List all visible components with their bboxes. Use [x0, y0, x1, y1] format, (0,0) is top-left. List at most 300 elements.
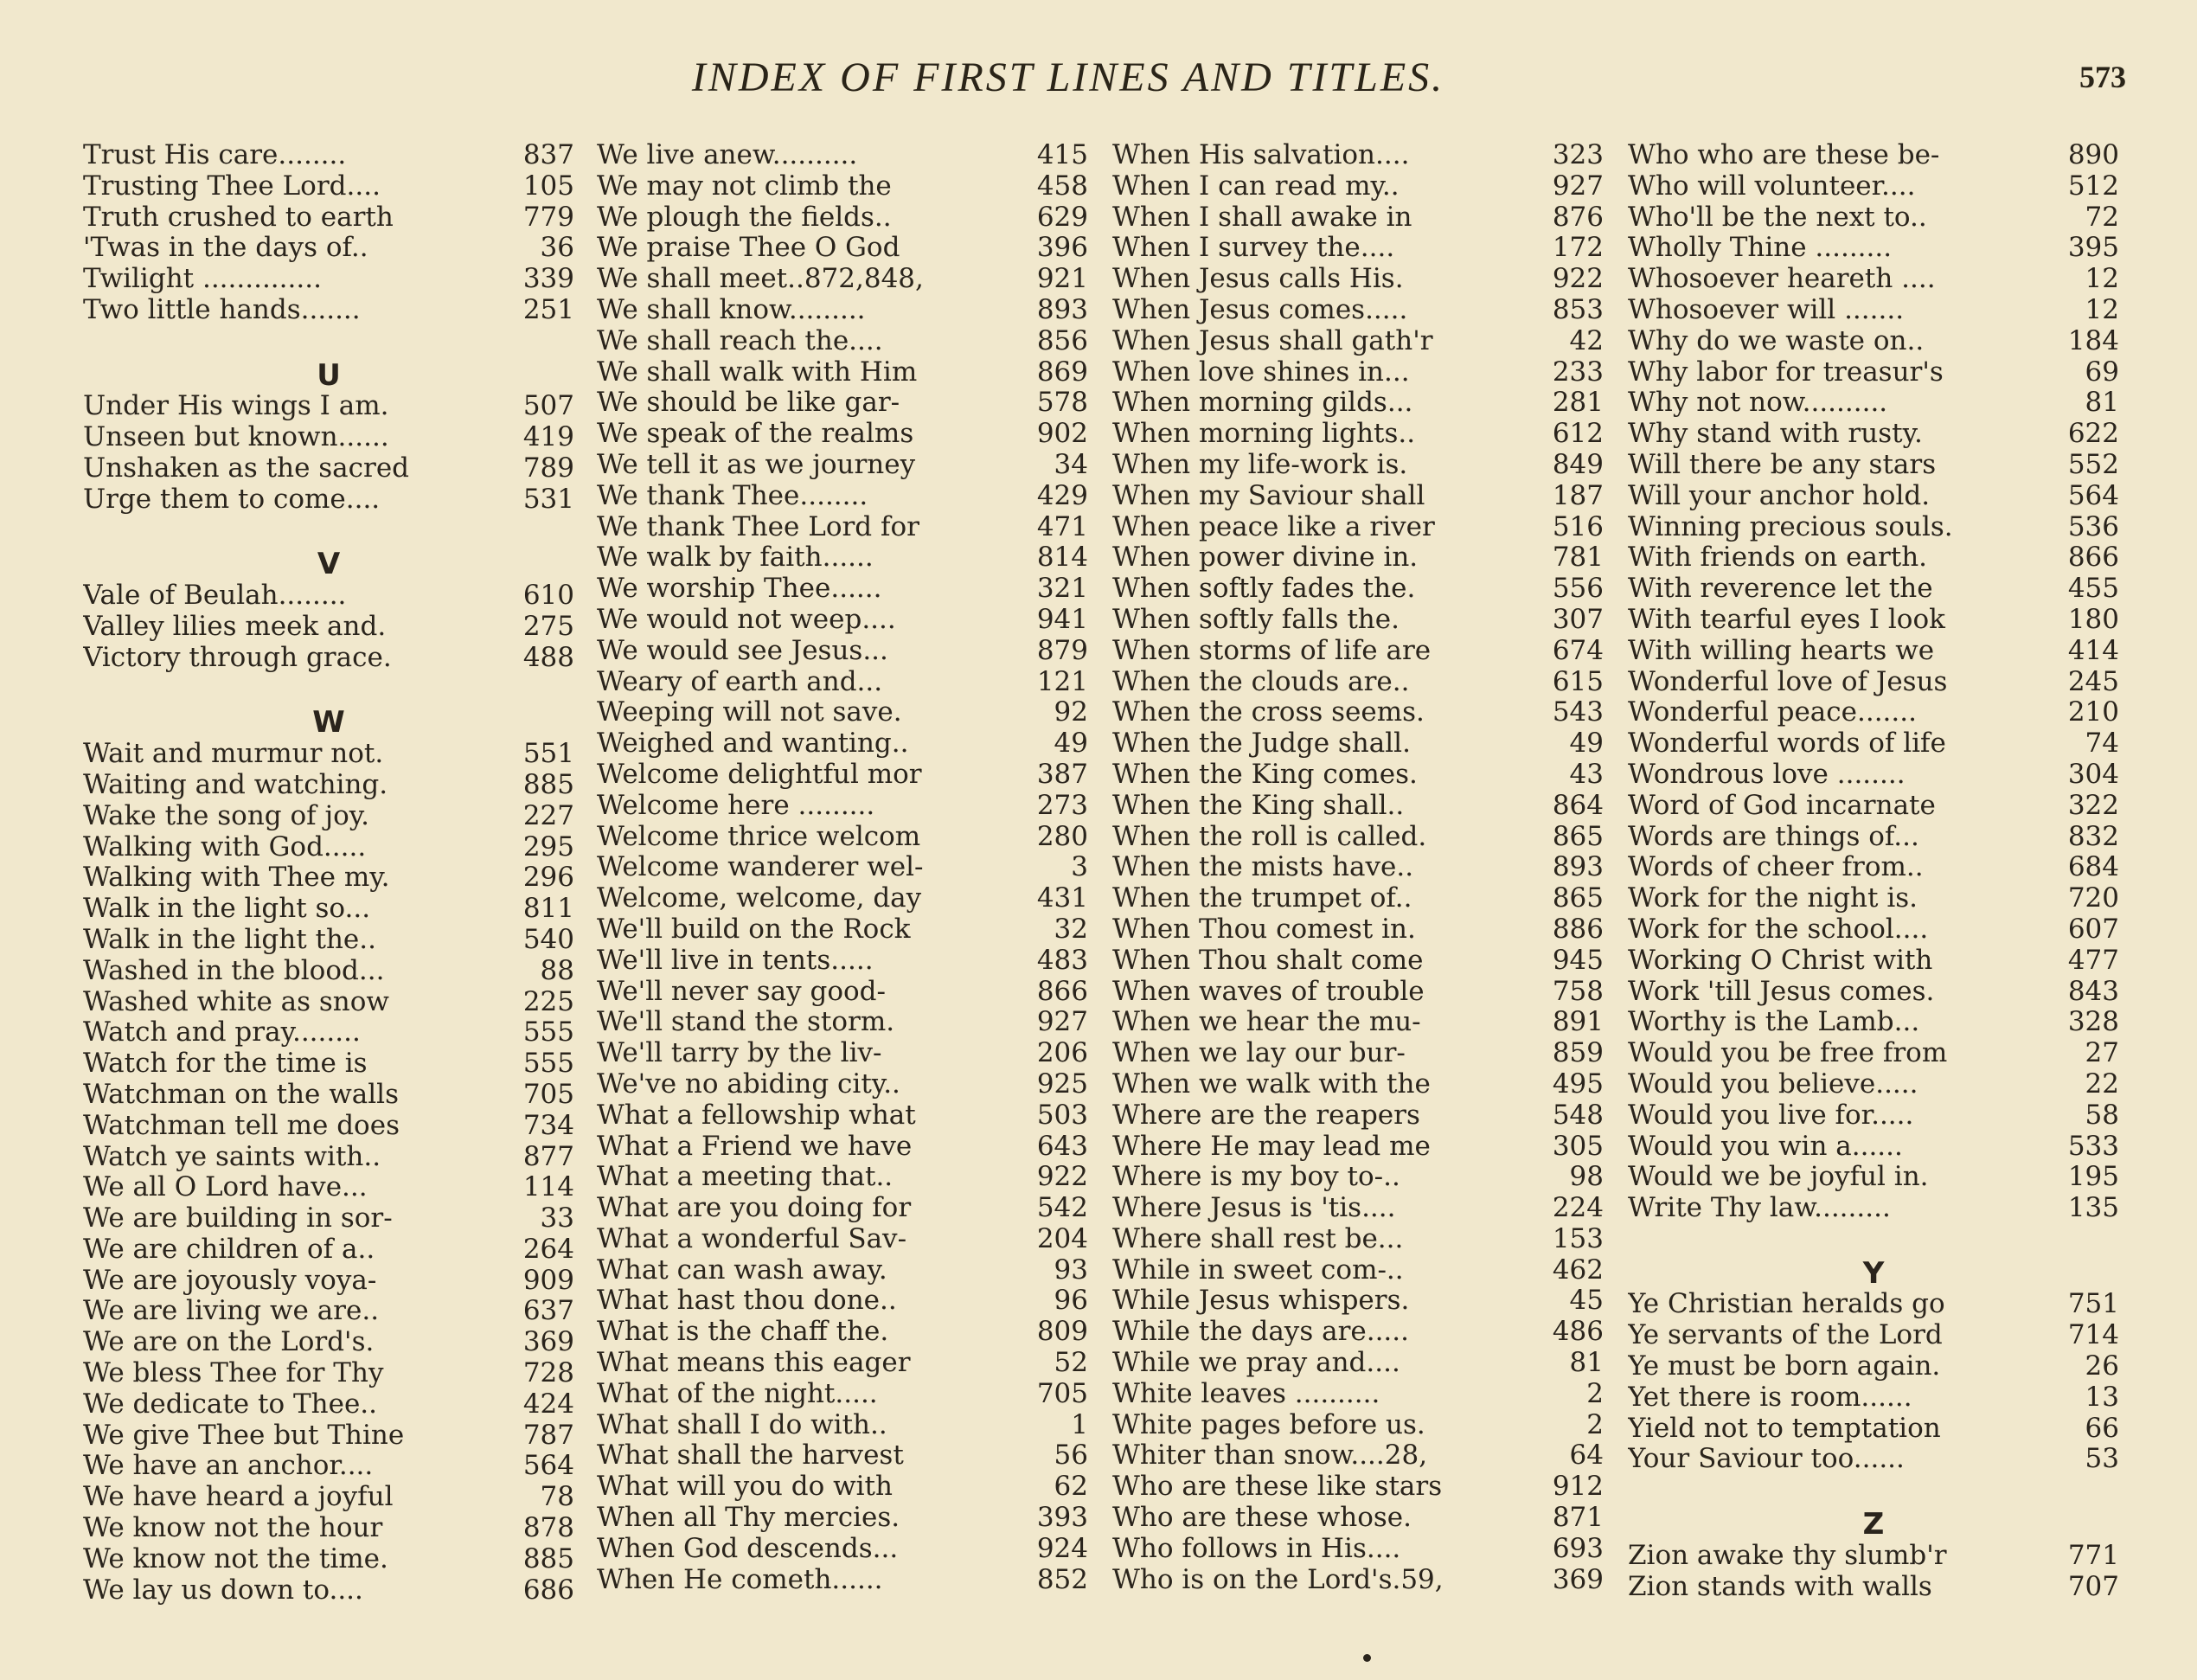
- index-entry: [83, 1266, 574, 1297]
- entry-first-line: We shall walk with Him: [597, 356, 918, 388]
- index-entry: [1628, 1444, 2119, 1475]
- entry-first-line: When softly fades the.: [1112, 574, 1416, 605]
- entry-first-line: Whosoever heareth ....: [1628, 264, 1936, 295]
- entry-first-line: We tell it as we journey: [597, 449, 916, 480]
- index-entry: [597, 1069, 1088, 1100]
- index-entry: [1112, 481, 1604, 512]
- index-entry: [1112, 1472, 1604, 1503]
- entry-hymn-number: 305: [1552, 1131, 1604, 1162]
- entry-hymn-number: 809: [1036, 1317, 1088, 1348]
- index-column-3: [1112, 140, 1604, 1595]
- entry-hymn-number: 921: [1036, 264, 1088, 295]
- entry-first-line: When I shall awake in: [1112, 202, 1412, 233]
- index-entry: [1628, 791, 2119, 822]
- index-entry: [1112, 295, 1604, 326]
- entry-hymn-number: 707: [2067, 1571, 2119, 1602]
- entry-first-line: Wonderful peace.......: [1628, 697, 1917, 728]
- index-entry: [1628, 1541, 2119, 1572]
- index-entry: [597, 512, 1088, 543]
- entry-hymn-number: 728: [522, 1358, 574, 1389]
- index-entry: [1628, 697, 2119, 728]
- entry-hymn-number: 275: [522, 611, 574, 642]
- entry-first-line: When He cometh......: [597, 1564, 883, 1595]
- entry-hymn-number: 195: [2067, 1162, 2119, 1193]
- entry-first-line: When morning lights..: [1112, 419, 1416, 450]
- entry-hymn-number: 720: [2067, 883, 2119, 914]
- entry-first-line: When we lay our bur-: [1112, 1038, 1406, 1069]
- entry-hymn-number: 891: [1552, 1007, 1604, 1038]
- index-entry: [83, 580, 574, 612]
- index-entry: [1112, 1317, 1604, 1348]
- entry-hymn-number: 865: [1552, 883, 1604, 914]
- entry-hymn-number: 49: [1054, 728, 1088, 760]
- index-entry: [1628, 481, 2119, 512]
- index-entry: [1112, 264, 1604, 295]
- entry-first-line: We shall reach the....: [597, 325, 883, 356]
- index-entry: [597, 264, 1088, 295]
- section-letter: V: [317, 547, 341, 581]
- entry-first-line: We are on the Lord's.: [83, 1327, 375, 1358]
- entry-hymn-number: 909: [522, 1265, 574, 1296]
- entry-first-line: Walk in the light the..: [83, 924, 376, 955]
- entry-hymn-number: 811: [522, 894, 574, 925]
- entry-hymn-number: 295: [522, 831, 574, 862]
- entry-first-line: Watch ye saints with..: [83, 1141, 381, 1172]
- index-entry: [597, 1132, 1088, 1163]
- entry-first-line: Would you win a......: [1628, 1131, 1903, 1162]
- entry-hymn-number: 643: [1036, 1131, 1088, 1162]
- entry-hymn-number: 395: [2067, 233, 2119, 264]
- index-entry: [1628, 1007, 2119, 1038]
- index-entry: [83, 832, 574, 863]
- entry-hymn-number: 612: [1552, 419, 1604, 450]
- index-entry: [83, 233, 574, 264]
- entry-first-line: We'll live in tents.....: [597, 945, 874, 976]
- entry-first-line: When peace like a river: [1112, 511, 1435, 542]
- index-entry: [1628, 1414, 2119, 1445]
- entry-hymn-number: 912: [1552, 1472, 1604, 1503]
- index-entry: [83, 1048, 574, 1080]
- entry-first-line: Work 'till Jesus comes.: [1628, 976, 1935, 1007]
- entry-hymn-number: 429: [1036, 480, 1088, 511]
- entry-hymn-number: 758: [1552, 976, 1604, 1007]
- entry-hymn-number: 488: [522, 642, 574, 673]
- entry-first-line: Under His wings I am.: [83, 391, 389, 422]
- entry-hymn-number: 503: [1036, 1100, 1088, 1131]
- entry-hymn-number: 251: [522, 294, 574, 325]
- entry-first-line: With reverence let the: [1628, 574, 1933, 605]
- index-entry: [1112, 450, 1604, 481]
- index-entry: [1112, 542, 1604, 574]
- index-entry: [1112, 977, 1604, 1008]
- index-entry: [83, 1358, 574, 1389]
- entry-hymn-number: 1: [1071, 1409, 1088, 1440]
- entry-first-line: Trust His care........: [83, 140, 347, 170]
- entry-first-line: When Jesus calls His.: [1112, 264, 1404, 295]
- index-entry: [597, 728, 1088, 760]
- entry-first-line: Welcome wanderer wel-: [597, 852, 924, 883]
- entry-first-line: Who who are these be-: [1628, 140, 1940, 170]
- entry-first-line: Where Jesus is 'tis....: [1112, 1193, 1396, 1224]
- entry-first-line: We would not weep....: [597, 604, 896, 635]
- entry-first-line: While Jesus whispers.: [1112, 1286, 1410, 1317]
- entry-first-line: Twilight ..............: [83, 264, 322, 295]
- index-entry: [597, 388, 1088, 419]
- entry-first-line: Why stand with rusty.: [1628, 419, 1923, 450]
- entry-hymn-number: 98: [1569, 1162, 1604, 1193]
- index-entry: [83, 1203, 574, 1234]
- index-entry: [83, 202, 574, 234]
- index-entry: [83, 1513, 574, 1544]
- entry-first-line: We live anew..........: [597, 140, 858, 170]
- entry-first-line: Will there be any stars: [1628, 449, 1937, 480]
- entry-first-line: Truth crushed to earth: [83, 202, 394, 233]
- entry-first-line: While in sweet com-..: [1112, 1254, 1404, 1286]
- index-entry: [597, 946, 1088, 977]
- entry-first-line: When waves of trouble: [1112, 976, 1425, 1007]
- index-entry: [83, 987, 574, 1018]
- entry-hymn-number: 531: [522, 484, 574, 515]
- entry-first-line: When all Thy mercies.: [597, 1503, 900, 1534]
- index-entry: [83, 1017, 574, 1048]
- entry-first-line: What are you doing for: [597, 1193, 912, 1224]
- entry-hymn-number: 74: [2085, 728, 2119, 760]
- entry-hymn-number: 322: [2067, 790, 2119, 821]
- entry-hymn-number: 328: [2067, 1007, 2119, 1038]
- entry-hymn-number: 781: [1552, 542, 1604, 574]
- section-letter: W: [312, 705, 345, 740]
- index-entry: [83, 484, 574, 516]
- entry-hymn-number: 321: [1036, 574, 1088, 605]
- entry-first-line: Where He may lead me: [1112, 1131, 1431, 1162]
- entry-first-line: We'll tarry by the liv-: [597, 1038, 882, 1069]
- entry-hymn-number: 88: [540, 955, 574, 986]
- index-entry: [1628, 1162, 2119, 1193]
- entry-first-line: When the clouds are..: [1112, 666, 1410, 697]
- index-entry: [597, 1317, 1088, 1348]
- entry-hymn-number: 42: [1569, 325, 1604, 356]
- entry-hymn-number: 81: [2085, 388, 2119, 419]
- index-entry: [597, 852, 1088, 883]
- index-entry: [83, 1451, 574, 1482]
- index-entry: [1112, 1348, 1604, 1379]
- entry-hymn-number: 837: [522, 140, 574, 170]
- entry-first-line: Winning precious souls.: [1628, 511, 1953, 542]
- entry-hymn-number: 853: [1552, 294, 1604, 325]
- entry-first-line: When storms of life are: [1112, 635, 1432, 666]
- entry-hymn-number: 26: [2085, 1351, 2119, 1382]
- index-entry: [83, 1482, 574, 1513]
- index-entry: [83, 171, 574, 202]
- index-entry: [1628, 1132, 2119, 1163]
- entry-hymn-number: 12: [2085, 294, 2119, 325]
- index-entry: [1628, 1382, 2119, 1414]
- index-entry: [83, 801, 574, 832]
- entry-hymn-number: 555: [522, 1017, 574, 1048]
- entry-first-line: Where is my boy to-..: [1112, 1162, 1400, 1193]
- entry-first-line: We thank Thee Lord for: [597, 511, 919, 542]
- entry-first-line: We thank Thee........: [597, 480, 868, 511]
- entry-hymn-number: 2: [1586, 1378, 1604, 1409]
- entry-hymn-number: 206: [1036, 1038, 1088, 1069]
- entry-hymn-number: 878: [522, 1513, 574, 1544]
- entry-hymn-number: 610: [522, 580, 574, 612]
- index-entry: [83, 1327, 574, 1358]
- entry-hymn-number: 180: [2067, 604, 2119, 635]
- entry-hymn-number: 941: [1036, 604, 1088, 635]
- index-entry: [1628, 388, 2119, 419]
- entry-hymn-number: 876: [1552, 202, 1604, 233]
- entry-hymn-number: 396: [1036, 233, 1088, 264]
- index-entry: [1112, 946, 1604, 977]
- index-entry: [597, 883, 1088, 914]
- entry-first-line: Words are things of...: [1628, 821, 1919, 852]
- index-entry: [1628, 760, 2119, 791]
- entry-hymn-number: 69: [2085, 356, 2119, 388]
- entry-hymn-number: 615: [1552, 666, 1604, 697]
- entry-hymn-number: 543: [1552, 697, 1604, 728]
- entry-first-line: Yet there is room......: [1628, 1382, 1912, 1413]
- index-entry: [1112, 1286, 1604, 1317]
- entry-hymn-number: 552: [2067, 449, 2119, 480]
- index-entry: [83, 956, 574, 987]
- entry-hymn-number: 78: [540, 1482, 574, 1513]
- index-entry: [1112, 914, 1604, 946]
- entry-hymn-number: 843: [2067, 976, 2119, 1007]
- entry-first-line: What shall the harvest: [597, 1440, 904, 1472]
- entry-hymn-number: 787: [522, 1420, 574, 1451]
- entry-first-line: Where are the reapers: [1112, 1100, 1420, 1131]
- index-entry: [1112, 760, 1604, 791]
- entry-hymn-number: 486: [1552, 1317, 1604, 1348]
- entry-hymn-number: 245: [2067, 666, 2119, 697]
- entry-first-line: When we walk with the: [1112, 1068, 1431, 1100]
- index-entry: [83, 264, 574, 295]
- index-entry: [1112, 233, 1604, 264]
- index-entry: [83, 295, 574, 326]
- entry-hymn-number: 637: [522, 1296, 574, 1327]
- entry-hymn-number: 52: [1054, 1348, 1088, 1379]
- entry-first-line: Wake the song of joy.: [83, 800, 370, 831]
- entry-hymn-number: 705: [1036, 1378, 1088, 1409]
- entry-first-line: Zion awake thy slumb'r: [1628, 1540, 1947, 1571]
- entry-hymn-number: 865: [1552, 821, 1604, 852]
- entry-hymn-number: 210: [2067, 697, 2119, 728]
- entry-first-line: When the trumpet of..: [1112, 883, 1412, 914]
- blank-line: [1628, 1224, 2119, 1255]
- entry-hymn-number: 507: [522, 391, 574, 422]
- index-entry: [83, 1172, 574, 1203]
- index-entry: [1628, 1320, 2119, 1351]
- index-entry: [1628, 728, 2119, 760]
- entry-hymn-number: 866: [1036, 976, 1088, 1007]
- entry-first-line: Word of God incarnate: [1628, 790, 1936, 821]
- entry-hymn-number: 273: [1036, 790, 1088, 821]
- entry-hymn-number: 264: [522, 1234, 574, 1265]
- index-entry: [597, 574, 1088, 605]
- index-entry: [597, 1286, 1088, 1317]
- entry-hymn-number: 859: [1552, 1038, 1604, 1069]
- index-entry: [597, 605, 1088, 636]
- entry-hymn-number: 369: [522, 1327, 574, 1358]
- entry-first-line: Who will volunteer....: [1628, 170, 1916, 202]
- entry-hymn-number: 864: [1552, 790, 1604, 821]
- entry-hymn-number: 945: [1552, 945, 1604, 976]
- index-entry: [1112, 1069, 1604, 1100]
- index-entry: [597, 481, 1088, 512]
- entry-hymn-number: 462: [1552, 1254, 1604, 1286]
- index-entry: [597, 1440, 1088, 1472]
- index-entry: [83, 739, 574, 770]
- index-column-4: [1628, 140, 2119, 1602]
- entry-first-line: Vale of Beulah........: [83, 580, 347, 612]
- entry-first-line: Working O Christ with: [1628, 945, 1933, 976]
- index-entry: [1112, 852, 1604, 883]
- entry-hymn-number: 734: [522, 1110, 574, 1141]
- entry-hymn-number: 540: [522, 924, 574, 955]
- entry-hymn-number: 13: [2085, 1382, 2119, 1413]
- entry-hymn-number: 34: [1054, 449, 1088, 480]
- entry-hymn-number: 927: [1552, 170, 1604, 202]
- index-entry: [1628, 357, 2119, 388]
- entry-first-line: Whiter than snow....28,: [1112, 1440, 1428, 1472]
- entry-hymn-number: 471: [1036, 511, 1088, 542]
- entry-first-line: While the days are.....: [1112, 1317, 1409, 1348]
- entry-first-line: Why do we waste on..: [1628, 325, 1925, 356]
- blank-line: [1628, 1475, 2119, 1506]
- entry-hymn-number: 869: [1036, 356, 1088, 388]
- blank-line: [83, 326, 574, 357]
- entry-hymn-number: 877: [522, 1141, 574, 1172]
- entry-first-line: What will you do with: [597, 1472, 893, 1503]
- index-entry: [1628, 202, 2119, 234]
- index-entry: [83, 391, 574, 422]
- index-entry: [83, 894, 574, 925]
- entry-hymn-number: 3: [1071, 852, 1088, 883]
- entry-hymn-number: 814: [1036, 542, 1088, 574]
- entry-hymn-number: 684: [2067, 852, 2119, 883]
- index-entry: [1112, 419, 1604, 450]
- entry-first-line: We are building in sor-: [83, 1203, 393, 1234]
- index-entry: [597, 171, 1088, 202]
- index-entry: [1112, 574, 1604, 605]
- index-entry: [1628, 883, 2119, 914]
- entry-first-line: When the Judge shall.: [1112, 728, 1411, 760]
- index-entry: [1628, 295, 2119, 326]
- section-letter: U: [317, 357, 341, 392]
- index-entry: [597, 1007, 1088, 1038]
- entry-first-line: Words of cheer from..: [1628, 852, 1924, 883]
- index-entry: [597, 1379, 1088, 1410]
- entry-hymn-number: 96: [1054, 1286, 1088, 1317]
- index-entry: [1628, 450, 2119, 481]
- entry-first-line: Ye Christian heralds go: [1628, 1289, 1945, 1320]
- index-entry: [1112, 667, 1604, 698]
- entry-first-line: Walking with God.....: [83, 831, 367, 862]
- index-entry: [597, 419, 1088, 450]
- entry-hymn-number: 27: [2085, 1038, 2119, 1069]
- entry-hymn-number: 789: [522, 452, 574, 484]
- index-entry: [1112, 728, 1604, 760]
- index-entry: [1628, 914, 2119, 946]
- entry-first-line: Why not now..........: [1628, 388, 1888, 419]
- entry-first-line: We all O Lord have...: [83, 1172, 368, 1203]
- entry-hymn-number: 879: [1036, 635, 1088, 666]
- entry-hymn-number: 832: [2067, 821, 2119, 852]
- entry-first-line: Who are these whose.: [1112, 1503, 1412, 1534]
- entry-first-line: With willing hearts we: [1628, 635, 1935, 666]
- index-entry: [83, 612, 574, 643]
- entry-first-line: 'Twas in the days of..: [83, 233, 368, 264]
- entry-hymn-number: 307: [1552, 604, 1604, 635]
- index-entry: [83, 140, 574, 171]
- entry-first-line: We'll build on the Rock: [597, 914, 911, 945]
- entry-first-line: We should be like gar-: [597, 388, 900, 419]
- index-entry: [597, 233, 1088, 264]
- entry-first-line: With tearful eyes I look: [1628, 604, 1945, 635]
- entry-hymn-number: 751: [2067, 1289, 2119, 1320]
- entry-hymn-number: 483: [1036, 945, 1088, 976]
- index-entry: [83, 862, 574, 894]
- entry-first-line: When Jesus shall gath'r: [1112, 325, 1433, 356]
- index-entry: [1628, 171, 2119, 202]
- entry-first-line: Yield not to temptation: [1628, 1413, 1941, 1444]
- entry-hymn-number: 105: [522, 170, 574, 202]
- index-entry: [597, 357, 1088, 388]
- index-entry: [1628, 1572, 2119, 1603]
- index-entry: [1112, 1379, 1604, 1410]
- entry-hymn-number: 622: [2067, 419, 2119, 450]
- index-entry: [1112, 1100, 1604, 1132]
- index-entry: [597, 202, 1088, 234]
- entry-first-line: Washed in the blood...: [83, 955, 385, 986]
- entry-first-line: Worthy is the Lamb...: [1628, 1007, 1920, 1038]
- entry-hymn-number: 542: [1036, 1193, 1088, 1224]
- entry-hymn-number: 114: [522, 1172, 574, 1203]
- index-entry: [83, 1296, 574, 1327]
- entry-first-line: We bless Thee for Thy: [83, 1358, 384, 1389]
- index-entry: [1112, 1410, 1604, 1441]
- entry-first-line: We are living we are..: [83, 1296, 380, 1327]
- index-entry: [1628, 822, 2119, 853]
- entry-hymn-number: 564: [2067, 480, 2119, 511]
- entry-hymn-number: 81: [1569, 1348, 1604, 1379]
- index-entry: [83, 453, 574, 484]
- entry-hymn-number: 893: [1552, 852, 1604, 883]
- entry-first-line: We've no abiding city..: [597, 1068, 900, 1100]
- index-entry: [1112, 1007, 1604, 1038]
- entry-first-line: Ye must be born again.: [1628, 1351, 1941, 1382]
- entry-first-line: Watchman on the walls: [83, 1079, 399, 1110]
- index-entry: [1112, 1038, 1604, 1069]
- index-entry: [1628, 419, 2119, 450]
- entry-hymn-number: 925: [1036, 1068, 1088, 1100]
- index-entry: [1112, 1255, 1604, 1286]
- index-entry: [1628, 326, 2119, 357]
- index-entry: [597, 1193, 1088, 1224]
- index-entry: [1112, 822, 1604, 853]
- index-entry: [597, 977, 1088, 1008]
- entry-first-line: Wait and murmur not.: [83, 739, 384, 770]
- entry-first-line: We know not the time.: [83, 1543, 388, 1574]
- entry-first-line: With friends on earth.: [1628, 542, 1928, 574]
- entry-first-line: Wonderful love of Jesus: [1628, 666, 1948, 697]
- entry-first-line: We are joyously voya-: [83, 1265, 377, 1296]
- entry-first-line: Who is on the Lord's.59,: [1112, 1564, 1444, 1595]
- entry-first-line: Would you believe.....: [1628, 1068, 1918, 1100]
- entry-hymn-number: 555: [522, 1048, 574, 1080]
- index-entry: [1628, 977, 2119, 1008]
